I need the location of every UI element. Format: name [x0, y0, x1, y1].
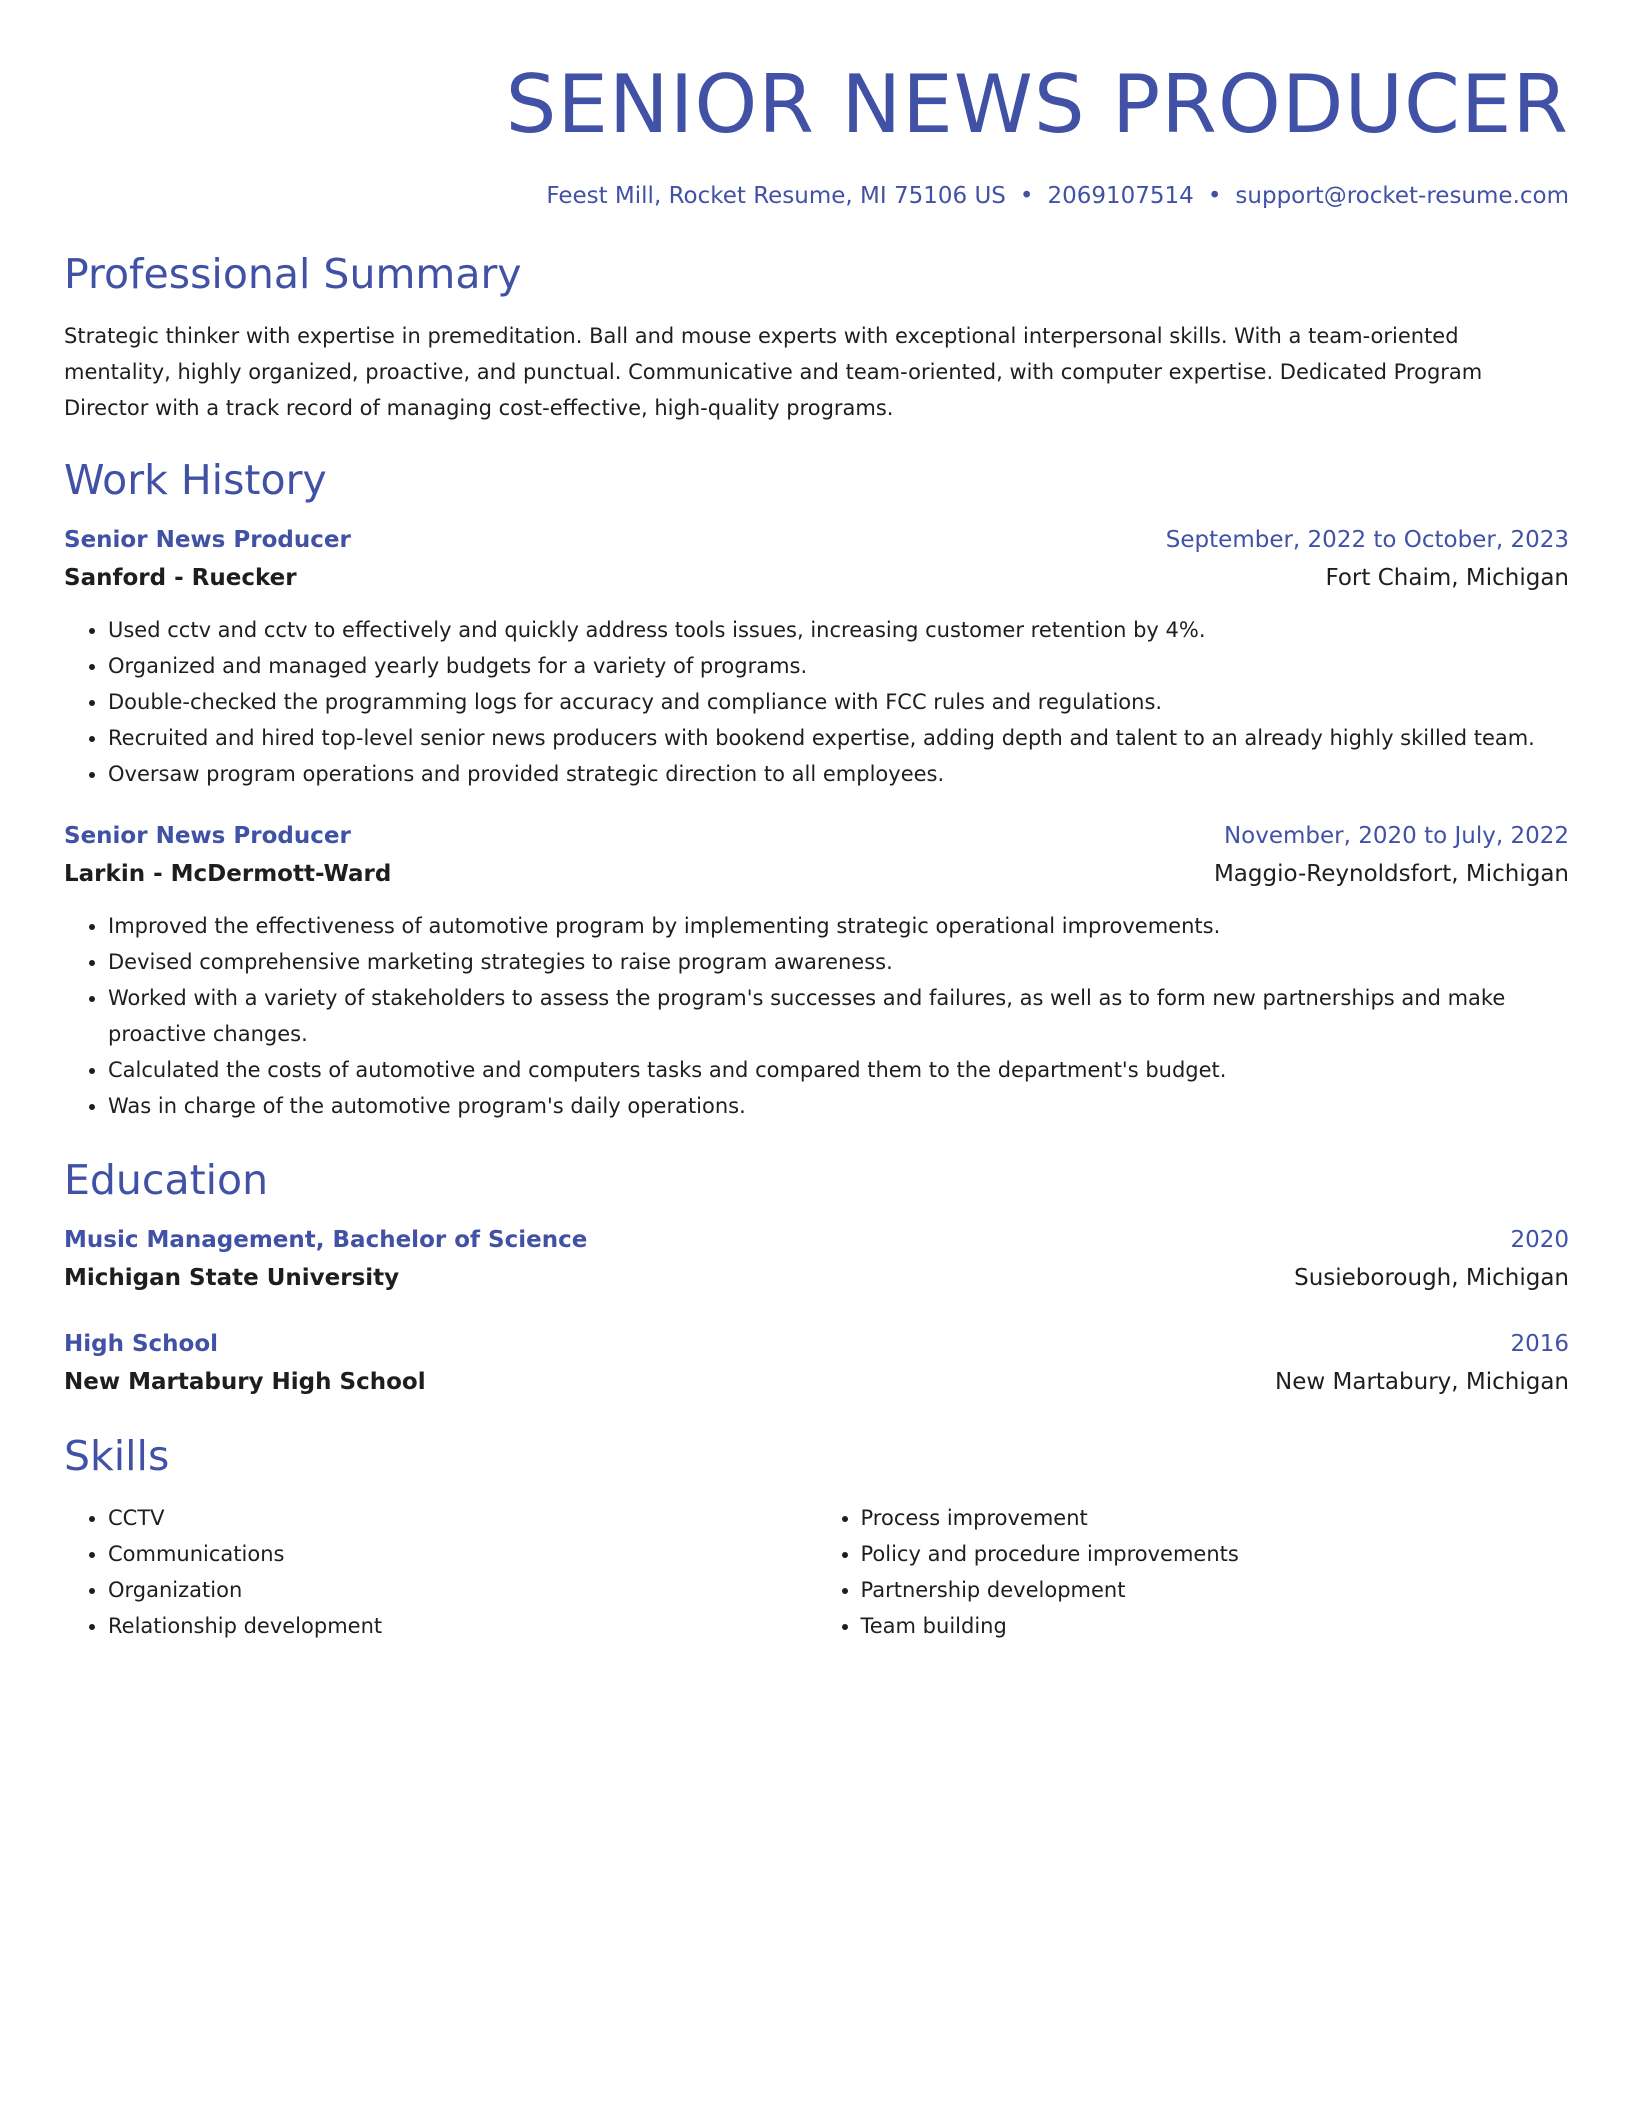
job-bullet: • Oversaw program operations and provided strategic direction to all employees. — [108, 756, 1569, 792]
section-title-summary: Professional Summary — [64, 250, 522, 298]
job-bullet: • Calculated the costs of automotive and computers tasks and compared them to the department's budget. — [108, 1052, 1569, 1088]
education-entry — [64, 1326, 1569, 1402]
job-bullets — [64, 908, 1569, 1124]
education-header-row — [64, 1222, 1569, 1258]
education-school: Michigan State University — [64, 1265, 400, 1291]
skills-column-left — [64, 1500, 817, 1644]
job-bullet: • Double-checked the programming logs for accuracy and compliance with FCC rules and regulations. — [108, 684, 1569, 720]
job-entry — [64, 522, 1569, 792]
job-company: Sanford - Ruecker — [64, 565, 297, 591]
section-title-education: Education — [64, 1156, 269, 1204]
education-year: 2020 — [1510, 1227, 1569, 1253]
summary-text: Strategic thinker with expertise in premeditation. Ball and mouse experts with exceptional interpersonal skills. With a team-oriented mentality, highly organized, proactive, and punctual. Communicative and team-oriented, with computer expertise. Dedicated Program Director with a track record of managing cost-effective, high-quality programs. — [64, 324, 1483, 420]
education-year: 2016 — [1510, 1331, 1569, 1357]
education-degree: Music Management, Bachelor of Science — [64, 1227, 588, 1253]
job-location: Fort Chaim, Michigan — [1325, 565, 1569, 591]
skill-item: • Communications — [108, 1536, 817, 1572]
education-school: New Martabury High School — [64, 1369, 426, 1395]
job-bullet: • Devised comprehensive marketing strategies to raise program awareness. — [108, 944, 1569, 980]
job-bullets — [64, 612, 1569, 792]
skills-column-right — [817, 1500, 1570, 1644]
skill-item: • Organization — [108, 1572, 817, 1608]
skill-item: • Process improvement — [861, 1500, 1570, 1536]
education-school-row — [64, 1258, 1569, 1298]
skill-item: • Policy and procedure improvements — [861, 1536, 1570, 1572]
job-location: Maggio-Reynoldsfort, Michigan — [1213, 861, 1569, 887]
job-bullet: • Was in charge of the automotive program's daily operations. — [108, 1088, 1569, 1124]
candidate-title: SENIOR NEWS PRODUCER — [505, 58, 1569, 151]
job-bullet: • Used cctv and cctv to effectively and quickly address tools issues, increasing customer retention by 4%. — [108, 612, 1569, 648]
resume-header — [64, 50, 1569, 212]
job-entry — [64, 818, 1569, 1124]
contact-separator: • — [1207, 183, 1222, 209]
skill-item: • CCTV — [108, 1500, 817, 1536]
section-title-skills: Skills — [64, 1432, 170, 1480]
job-role: Senior News Producer — [64, 527, 351, 553]
job-bullet: • Worked with a variety of stakeholders to assess the program's successes and failures, as well as to form new partnerships and make proactive changes. — [108, 980, 1569, 1052]
education-header-row — [64, 1326, 1569, 1362]
job-bullet: • Improved the effectiveness of automotive program by implementing strategic operational improvements. — [108, 908, 1569, 944]
education-degree: High School — [64, 1331, 219, 1357]
section-title-work-history: Work History — [64, 456, 327, 504]
job-dates: September, 2022 to October, 2023 — [1165, 527, 1569, 553]
education-school-row — [64, 1362, 1569, 1402]
job-company-row — [64, 558, 1569, 598]
education-location: Susieborough, Michigan — [1294, 1265, 1569, 1291]
contact-separator: • — [1019, 183, 1034, 209]
skill-item: • Partnership development — [861, 1572, 1570, 1608]
job-company: Larkin - McDermott-Ward — [64, 861, 392, 887]
contact-address: Feest Mill, Rocket Resume, MI 75106 US — [546, 183, 1006, 209]
contact-line — [64, 180, 1569, 212]
skill-item: • Relationship development — [108, 1608, 817, 1644]
job-role: Senior News Producer — [64, 823, 351, 849]
job-bullet: • Organized and managed yearly budgets for a variety of programs. — [108, 648, 1569, 684]
skill-item: • Team building — [861, 1608, 1570, 1644]
job-header-row — [64, 522, 1569, 558]
education-entry — [64, 1222, 1569, 1298]
contact-phone: 2069107514 — [1047, 183, 1194, 209]
job-company-row — [64, 854, 1569, 894]
education-location: New Martabury, Michigan — [1275, 1369, 1569, 1395]
job-dates: November, 2020 to July, 2022 — [1223, 823, 1569, 849]
contact-email: support@rocket-resume.com — [1235, 183, 1569, 209]
job-header-row — [64, 818, 1569, 854]
skills-list — [64, 1500, 1569, 1644]
job-bullet: • Recruited and hired top-level senior news producers with bookend expertise, adding depth and talent to an already highly skilled team. — [108, 720, 1569, 756]
